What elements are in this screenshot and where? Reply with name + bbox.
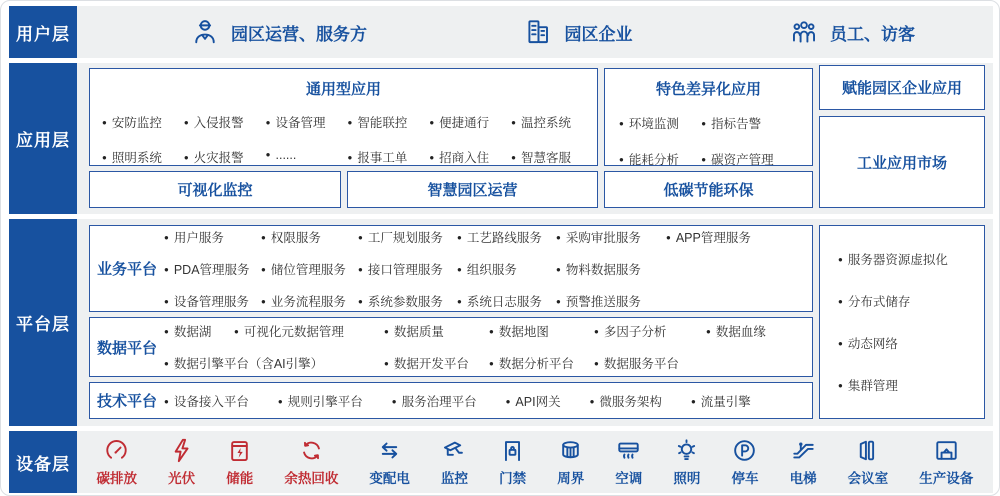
device-label: 监控 [441, 471, 469, 486]
application-layer-band [9, 63, 993, 214]
device-label: 周界 [557, 471, 585, 486]
service-item: ● 工艺路线服务 [457, 228, 556, 246]
ac-icon [615, 437, 642, 464]
service-item: ● 数据引擎平台（含AI引擎） [164, 354, 384, 372]
data-platform-box [89, 317, 813, 377]
device-label: 余热回收 [284, 471, 339, 486]
service-item: ● APP管理服务 [666, 228, 776, 246]
service-item: ● 设备接入平台 [164, 392, 249, 410]
device-energy-storage [226, 437, 253, 487]
service-item: ● 预警推送服务 [556, 292, 666, 310]
door-icon [854, 437, 881, 464]
door-lock-icon [499, 437, 526, 464]
parking-icon [731, 437, 758, 464]
bulb-icon [673, 437, 700, 464]
app-item: ● 安防监控 [102, 113, 184, 131]
general-applications-title: 通用型应用 [305, 81, 381, 98]
service-item: ● 可视化元数据管理 [234, 322, 384, 340]
user-group-operators [189, 16, 367, 48]
device-waste-heat-recovery [284, 437, 338, 487]
platform-layer-content [77, 219, 993, 426]
user-group-staff-visitors [788, 16, 915, 48]
device-label: 碳排放 [96, 471, 138, 486]
service-item: ● 数据湖 [164, 322, 234, 340]
device-label: 生产设备 [919, 471, 974, 486]
user-group-label: 园区企业 [564, 24, 633, 44]
infra-item: ● 分布式储存 [838, 292, 984, 310]
empower-enterprise-apps-title: 赋能园区企业应用 [841, 80, 962, 97]
service-item: ● 流量引擎 [691, 392, 751, 410]
people-icon [788, 16, 820, 48]
technology-platform-title: 技术平台 [96, 393, 157, 410]
gauge-icon [103, 437, 130, 464]
device-label: 停车 [731, 471, 759, 486]
lightning-icon [168, 437, 195, 464]
app-item: ● 火灾报警 [184, 148, 266, 166]
industrial-app-market-box [819, 116, 985, 208]
device-parking [731, 437, 758, 487]
perimeter-icon [557, 437, 584, 464]
service-item: ● API网关 [506, 392, 561, 410]
user-group-enterprises [523, 16, 633, 48]
device-elevator [790, 437, 817, 487]
worker-icon [189, 16, 221, 48]
infra-item: ● 服务器资源虚拟化 [838, 250, 984, 268]
device-surveillance [441, 437, 468, 487]
app-item: ● 照明系统 [102, 148, 184, 166]
service-item: ● 微服务架构 [590, 392, 662, 410]
service-item: ● 数据血缘 [706, 322, 786, 340]
service-item: ● 组织服务 [457, 260, 556, 278]
layer-label-app: 应用层 [9, 63, 77, 214]
service-item: ● 接口管理服务 [358, 260, 457, 278]
data-platform-title: 数据平台 [96, 339, 157, 357]
technology-platform-box [89, 382, 813, 419]
service-item: ● 数据质量 [384, 322, 489, 340]
device-label: 照明 [673, 471, 701, 486]
smart-park-operation-box [347, 171, 598, 208]
device-meeting-room [848, 437, 889, 487]
app-item: ● 环境监测 [619, 114, 701, 132]
device-layer-band [9, 431, 993, 493]
industrial-app-market-title: 工业应用市场 [856, 154, 947, 172]
service-item: ● 系统日志服务 [457, 292, 556, 310]
device-access-control [499, 437, 526, 487]
service-item: ● 用户服务 [164, 228, 261, 246]
service-item: ● 数据开发平台 [384, 354, 489, 372]
service-item: ● 规则引擎平台 [278, 392, 363, 410]
layer-label-user: 用户层 [9, 6, 77, 58]
empower-enterprise-apps-box [819, 65, 985, 110]
service-item: ● 工厂规划服务 [358, 228, 457, 246]
service-item: ● 服务治理平台 [392, 392, 477, 410]
building-icon [523, 16, 555, 48]
application-layer-content [77, 63, 993, 214]
infrastructure-box [819, 225, 985, 419]
service-item: ● 物料数据服务 [556, 260, 666, 278]
special-applications-title: 特色差异化应用 [655, 81, 761, 98]
app-item: ● 招商入住 [429, 148, 511, 166]
smart-park-operation-title: 智慧园区运营 [427, 182, 518, 199]
device-power-distribution [369, 437, 410, 487]
app-item: ● 指标告警 [701, 114, 804, 132]
app-item: ● 能耗分析 [619, 150, 701, 168]
service-item: ● PDA管理服务 [164, 260, 261, 278]
device-air-conditioning [615, 437, 642, 487]
infra-item: ● 集群管理 [838, 376, 984, 394]
low-carbon-box [604, 171, 813, 208]
app-item: ● 报事工单 [348, 148, 430, 166]
service-item: ● 储位管理服务 [261, 260, 358, 278]
service-item: ● 采购审批服务 [556, 228, 666, 246]
device-photovoltaic [168, 437, 195, 487]
app-item: ● 便捷通行 [429, 113, 511, 131]
device-label: 空调 [615, 471, 643, 486]
user-layer-content [77, 6, 993, 58]
device-lighting [673, 437, 700, 487]
device-label: 光伏 [168, 471, 196, 486]
special-applications-box [604, 68, 813, 166]
service-item: ● 权限服务 [261, 228, 358, 246]
business-platform-title: 业务平台 [96, 261, 157, 278]
device-carbon-emission [97, 437, 138, 487]
user-group-label: 园区运营、服务方 [231, 24, 367, 44]
device-production-equipment [919, 437, 973, 487]
app-item: ● 碳资产管理 [701, 150, 804, 168]
device-label: 电梯 [789, 471, 817, 486]
service-item: ● 系统参数服务 [358, 292, 457, 310]
app-item: ● 温控系统 [511, 113, 593, 131]
device-label: 储能 [226, 471, 254, 486]
layer-label-device: 设备层 [9, 431, 77, 493]
user-layer-band [9, 6, 993, 58]
visual-monitoring-box [89, 171, 341, 208]
visual-monitoring-title: 可视化监控 [177, 182, 253, 199]
service-item: ● 多因子分析 [594, 322, 706, 340]
layer-label-platform: 平台层 [9, 219, 77, 426]
service-item: ● 数据地图 [489, 322, 594, 340]
recycle-icon [298, 437, 325, 464]
app-item: ● 入侵报警 [184, 113, 266, 131]
machine-icon [933, 437, 960, 464]
device-perimeter [557, 437, 584, 487]
low-carbon-title: 低碳节能环保 [663, 182, 754, 199]
device-label: 会议室 [847, 471, 889, 486]
battery-icon [226, 437, 253, 464]
service-item: ● 数据分析平台 [489, 354, 594, 372]
general-applications-box [89, 68, 598, 166]
service-item: ● 数据服务平台 [594, 354, 706, 372]
platform-layer-band [9, 219, 993, 426]
cctv-icon [441, 437, 468, 464]
device-layer-content [77, 431, 993, 493]
infra-item: ● 动态网络 [838, 334, 984, 352]
service-item: ● 设备管理服务 [164, 292, 261, 310]
device-label: 门禁 [499, 471, 527, 486]
swap-arrows-icon [376, 437, 403, 464]
escalator-icon [790, 437, 817, 464]
user-group-label: 员工、访客 [830, 24, 915, 44]
service-item: ● 业务流程服务 [261, 292, 358, 310]
app-item: ● 智能联控 [348, 113, 430, 131]
device-label: 变配电 [369, 471, 410, 486]
business-platform-box [89, 225, 813, 312]
app-item: ● 智慧客服 [511, 148, 593, 166]
app-item: ● ...... [266, 148, 348, 166]
app-item: ● 设备管理 [266, 113, 348, 131]
